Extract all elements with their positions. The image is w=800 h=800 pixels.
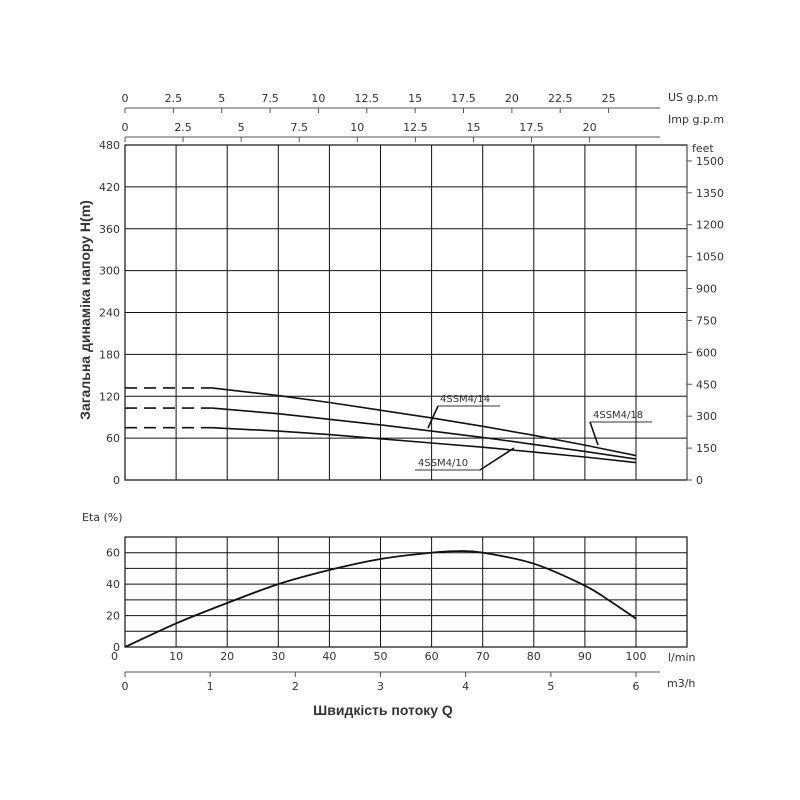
imp-gpm-unit: Imp g.p.m (668, 113, 725, 126)
lmin-unit: l/min (668, 651, 696, 664)
imp-gpm-tick-label: 2.5 (174, 121, 192, 134)
feet-tick-label: 750 (696, 314, 717, 328)
efficiency-y-tick-label: 20 (106, 609, 120, 623)
feet-tick-label: 450 (696, 378, 717, 392)
feet-tick-label: 1350 (696, 186, 724, 200)
feet-unit: feet (692, 142, 714, 155)
feet-tick-label: 600 (696, 346, 717, 360)
imp-gpm-tick-label: 17.5 (519, 121, 544, 134)
head-y-tick-label: 300 (99, 264, 120, 278)
m3h-tick-label: 5 (547, 680, 555, 693)
us-gpm-tick-label: 12.5 (354, 92, 380, 105)
lmin-tick-label: 50 (373, 650, 388, 663)
lmin-tick-label: 70 (475, 650, 490, 663)
imp-gpm-tick-label: 7.5 (290, 121, 308, 134)
x-axis-title: Швидкість потоку Q (313, 702, 453, 718)
lmin-tick-label: 30 (271, 650, 286, 663)
feet-tick-label: 900 (696, 282, 717, 296)
us-gpm-tick-label: 10 (311, 92, 326, 105)
lmin-tick-label: 90 (577, 650, 592, 663)
us-gpm-tick-label: 5 (218, 92, 226, 105)
imp-gpm-tick-label: 12.5 (403, 121, 428, 134)
feet-tick-label: 1500 (696, 154, 724, 168)
us-gpm-tick-label: 25 (601, 92, 616, 105)
m3h-tick-label: 4 (462, 680, 470, 693)
head-y-tick-label: 420 (99, 180, 120, 194)
imp-gpm-tick-label: 20 (582, 121, 597, 134)
efficiency-y-axis-label: Eta (%) (82, 511, 123, 524)
head-y-axis-label: Загальна динаміка напору H(m) (77, 200, 93, 420)
lmin-tick-label: 0 (111, 650, 118, 663)
m3h-tick-label: 6 (632, 680, 640, 693)
us-gpm-tick-label: 17.5 (451, 92, 476, 105)
head-y-tick-label: 240 (99, 306, 120, 320)
lmin-tick-label: 40 (322, 650, 337, 663)
lmin-tick-label: 80 (526, 650, 541, 663)
curve-label: 4SSM4/14 (440, 394, 491, 405)
m3h-tick-label: 3 (377, 680, 384, 693)
m3h-tick-label: 2 (291, 680, 299, 693)
feet-tick-label: 1200 (696, 218, 724, 232)
curve-label: 4SSM4/10 (418, 458, 469, 469)
head-y-tick-label: 120 (99, 390, 120, 404)
m3h-tick-label: 1 (206, 680, 214, 693)
head-y-tick-label: 480 (99, 139, 120, 152)
m3h-unit: m3/h (667, 677, 696, 690)
us-gpm-tick-label: 15 (408, 92, 423, 105)
lmin-tick-label: 20 (220, 650, 235, 663)
us-gpm-tick-label: 20 (504, 92, 519, 105)
us-gpm-tick-label: 0 (121, 92, 129, 105)
lmin-tick-label: 100 (625, 650, 647, 663)
us-gpm-unit: US g.p.m (668, 91, 719, 104)
efficiency-y-tick-label: 0 (113, 641, 120, 654)
curve-label: 4SSM4/18 (593, 410, 644, 421)
feet-tick-label: 1050 (696, 250, 724, 264)
imp-gpm-tick-label: 10 (350, 121, 365, 134)
us-gpm-tick-label: 2.5 (164, 92, 183, 105)
head-y-tick-label: 0 (113, 474, 120, 487)
feet-tick-label: 150 (696, 442, 717, 456)
lmin-tick-label: 10 (169, 650, 184, 663)
imp-gpm-tick-label: 0 (121, 121, 129, 134)
m3h-tick-label: 0 (121, 680, 129, 693)
efficiency-y-tick-label: 40 (106, 578, 120, 592)
feet-tick-label: 300 (696, 410, 717, 424)
efficiency-y-tick-label: 60 (106, 546, 120, 560)
head-y-tick-label: 180 (99, 348, 120, 362)
us-gpm-tick-label: 7.5 (261, 92, 279, 105)
imp-gpm-tick-label: 5 (237, 121, 245, 134)
lmin-tick-label: 60 (424, 650, 439, 663)
head-y-tick-label: 60 (106, 432, 120, 446)
imp-gpm-tick-label: 15 (466, 121, 481, 134)
head-y-tick-label: 360 (99, 222, 120, 236)
feet-tick-label: 0 (696, 474, 703, 487)
us-gpm-tick-label: 22.5 (547, 92, 573, 105)
